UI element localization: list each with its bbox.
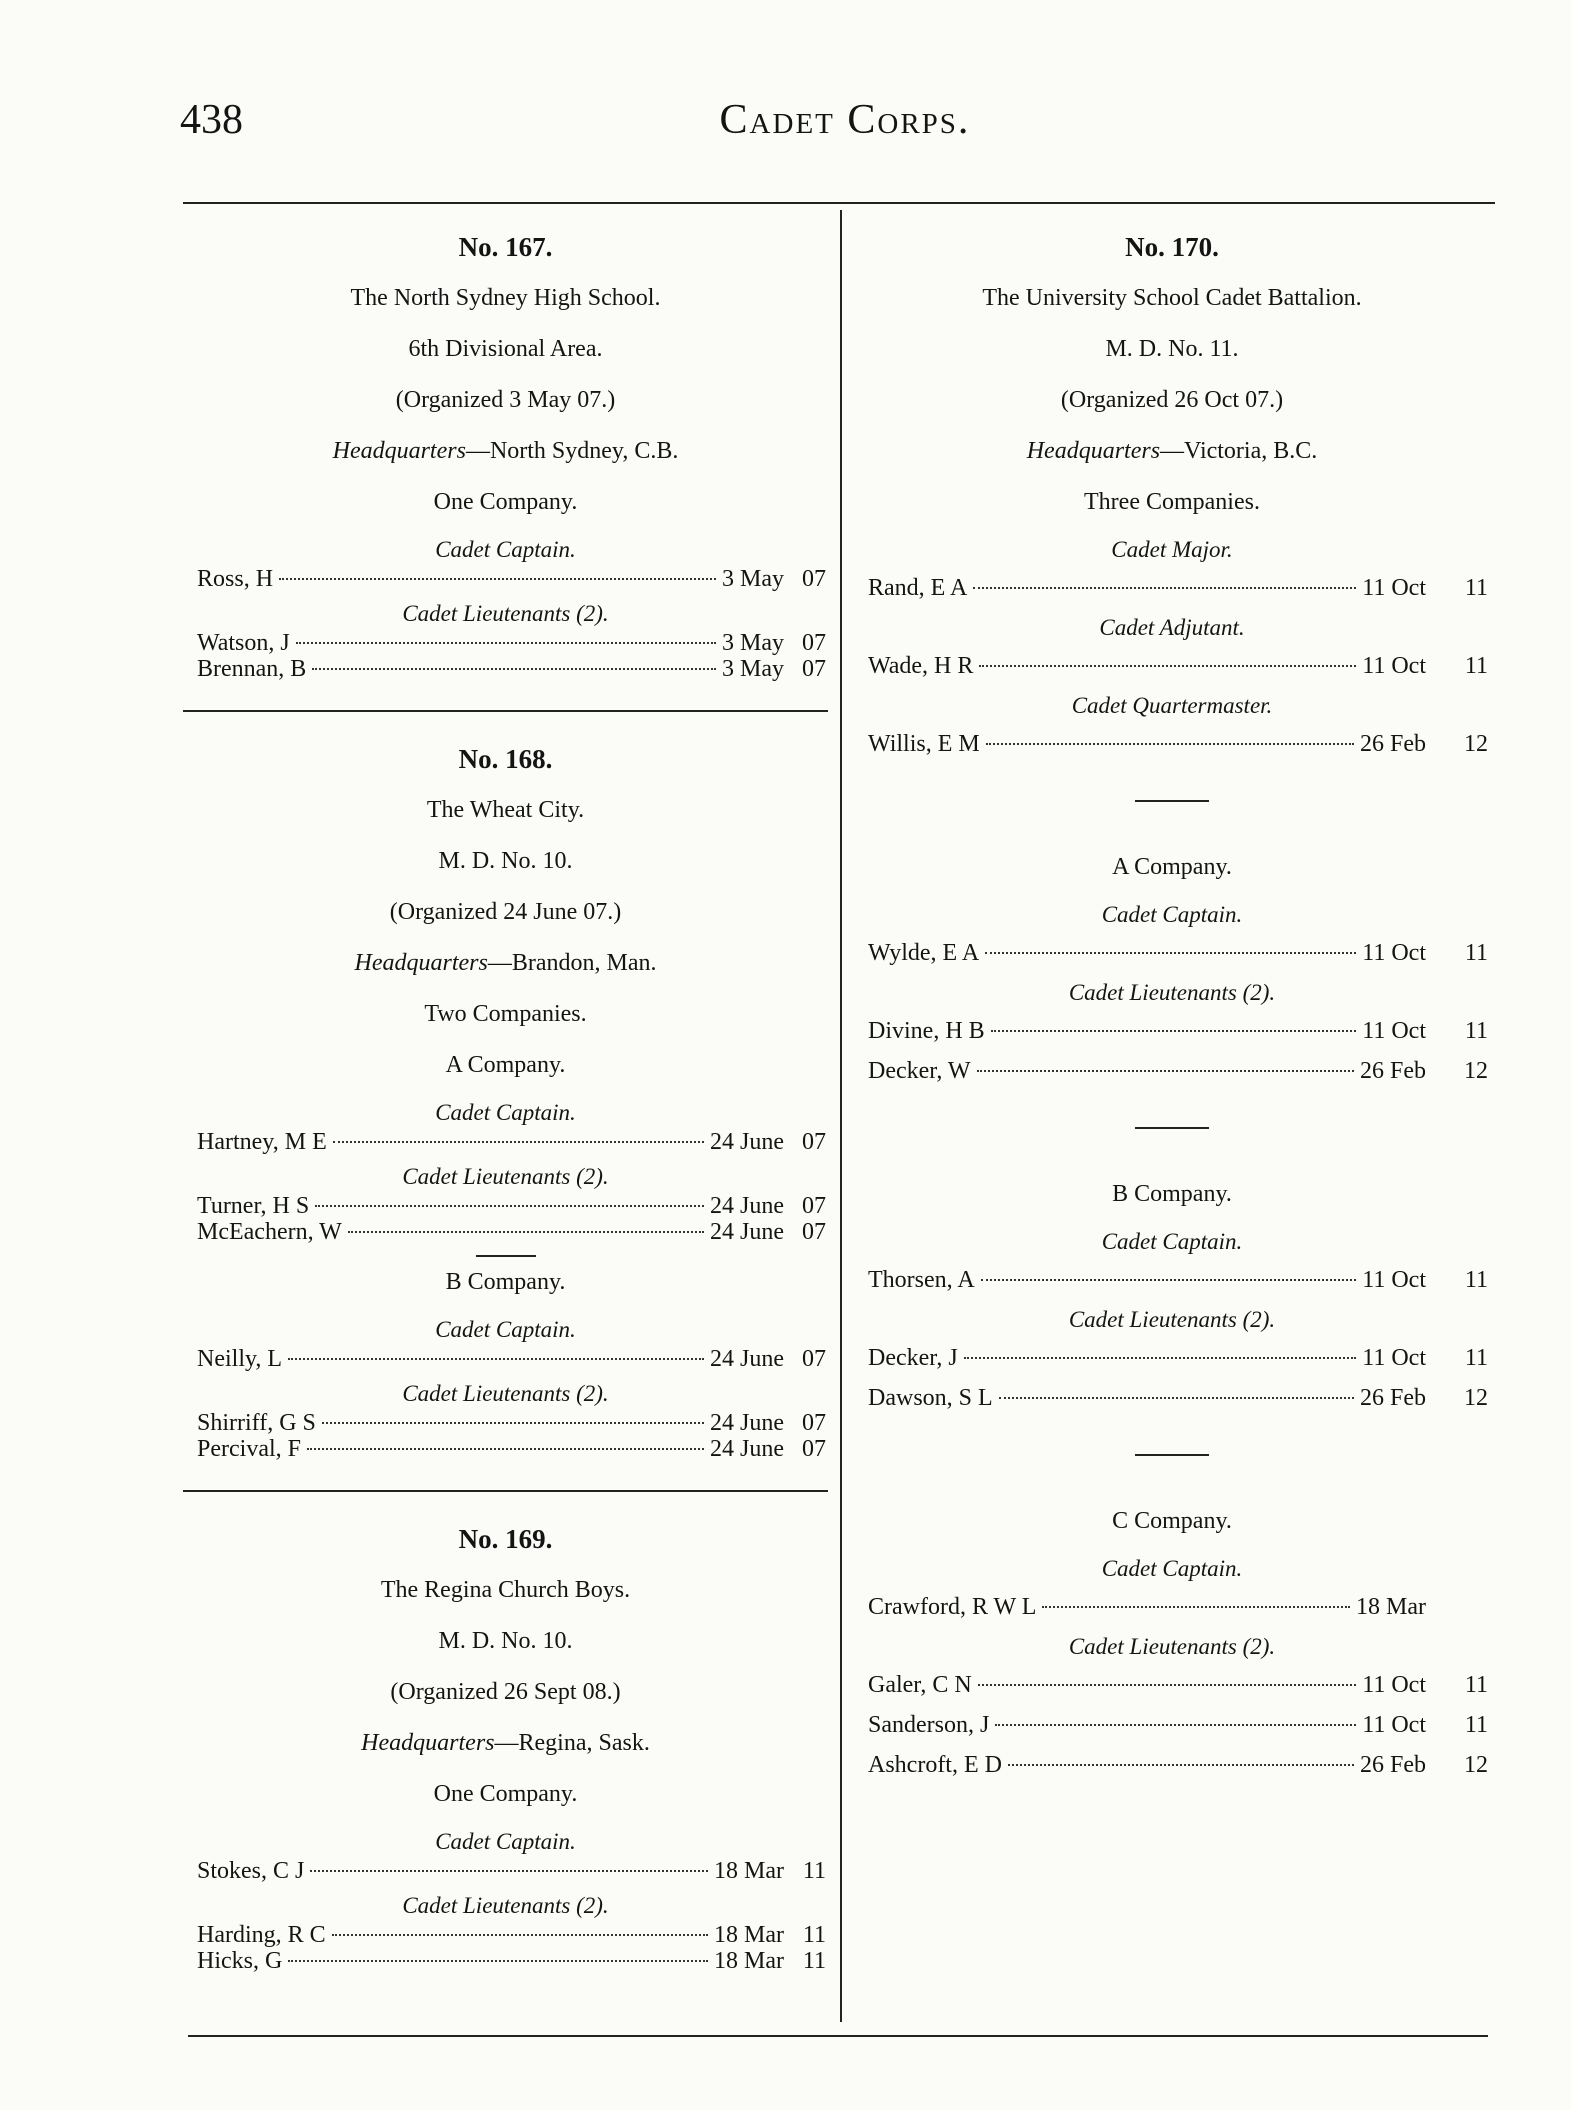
officer-name: Wade, H R — [868, 653, 974, 679]
officer-entry — [183, 1219, 828, 1245]
leader-dots — [315, 1205, 704, 1207]
role-heading: Cadet Quartermaster. — [1071, 693, 1273, 718]
role-heading: Cadet Lieutenants (2). — [402, 1893, 609, 1918]
officer-year: 07 — [802, 1436, 826, 1462]
officer-date: 11 Oct — [1362, 1712, 1426, 1738]
officer-year: 07 — [802, 1219, 826, 1245]
officer-year: 07 — [802, 566, 826, 592]
officer-year: 11 — [1464, 1345, 1488, 1371]
role-heading: Cadet Captain. — [435, 537, 576, 562]
role-heading: Cadet Lieutenants (2). — [402, 601, 609, 626]
officer-entry — [183, 1346, 828, 1372]
officer-year: 07 — [802, 1193, 826, 1219]
role-heading: Cadet Adjutant. — [1099, 615, 1245, 640]
officer-year: 12 — [1464, 1752, 1488, 1778]
unit-area: M. D. No. 10. — [438, 1628, 573, 1654]
officer-date: 11 Oct — [1362, 653, 1426, 679]
officer-date: 18 Mar — [714, 1858, 784, 1884]
leader-dots — [288, 1960, 708, 1962]
officer-year: 07 — [802, 656, 826, 682]
officer-date: 3 May — [722, 630, 784, 656]
leader-dots — [991, 1030, 1357, 1032]
officer-year: 11 — [802, 1948, 826, 1974]
officer-date: 3 May — [722, 656, 784, 682]
unit-169 — [183, 1514, 828, 1974]
leader-dots — [985, 952, 1356, 954]
officer-name: Willis, E M — [868, 731, 980, 757]
hq-place: —Brandon, Man. — [487, 950, 657, 976]
officer-entry — [854, 1262, 1490, 1298]
leader-dots — [333, 1141, 704, 1143]
leader-dots — [973, 587, 1356, 589]
role-heading: Cadet Captain. — [435, 1100, 576, 1125]
unit-organized: (Organized 26 Oct 07.) — [1060, 387, 1284, 413]
officer-year: 07 — [802, 1346, 826, 1372]
officer-name: Thorsen, A — [868, 1267, 975, 1293]
unit-headquarters — [183, 426, 828, 477]
officer-year: 07 — [802, 1129, 826, 1155]
role-heading: Cadet Lieutenants (2). — [402, 1164, 609, 1189]
leader-dots — [348, 1231, 704, 1233]
officer-year: 11 — [1464, 1672, 1488, 1698]
officer-entry — [854, 1340, 1490, 1376]
unit-167 — [183, 222, 828, 682]
officer-year: 11 — [1464, 1267, 1488, 1293]
officer-name: Hicks, G — [197, 1948, 283, 1974]
officer-entry — [854, 1013, 1490, 1049]
leader-dots — [981, 1279, 1357, 1281]
officer-year: 11 — [802, 1922, 826, 1948]
unit-headquarters — [854, 426, 1490, 477]
hq-label: Headquarters — [332, 438, 466, 464]
leader-dots — [279, 578, 716, 580]
unit-number: No. 170. — [1125, 232, 1219, 262]
company-separator — [1135, 1127, 1209, 1129]
officer-date: 11 Oct — [1362, 1267, 1426, 1293]
leader-dots — [986, 743, 1354, 745]
unit-separator — [183, 1490, 828, 1492]
left-column — [183, 222, 828, 1974]
company-separator — [1135, 1454, 1209, 1456]
company-heading: B Company. — [445, 1269, 566, 1295]
hq-label: Headquarters — [361, 1730, 495, 1756]
unit-companies: One Company. — [433, 489, 578, 515]
hq-place: —Regina, Sask. — [494, 1730, 650, 1756]
leader-dots — [332, 1934, 708, 1936]
officer-date: 18 Mar — [1356, 1594, 1426, 1620]
officer-entry — [183, 1436, 828, 1462]
officer-entry — [183, 1129, 828, 1155]
leader-dots — [307, 1448, 704, 1450]
leader-dots — [296, 642, 716, 644]
top-rule — [183, 202, 1495, 204]
officer-entry — [854, 1667, 1490, 1703]
unit-organized: (Organized 26 Sept 08.) — [390, 1679, 621, 1705]
hq-place: —Victoria, B.C. — [1160, 438, 1318, 464]
company-heading: A Company. — [1112, 854, 1232, 880]
officer-year: 11 — [1464, 653, 1488, 679]
role-heading: Cadet Captain. — [435, 1829, 576, 1854]
officer-name: Hartney, M E — [197, 1129, 327, 1155]
officer-entry — [183, 630, 828, 656]
unit-school: The North Sydney High School. — [350, 285, 661, 311]
officer-date: 18 Mar — [714, 1948, 784, 1974]
officer-entry — [854, 570, 1490, 606]
officer-name: Decker, W — [868, 1058, 971, 1084]
officer-year: 12 — [1464, 731, 1488, 757]
officer-date: 3 May — [722, 566, 784, 592]
officer-name: Shirriff, G S — [197, 1410, 316, 1436]
unit-number: No. 167. — [458, 232, 553, 262]
leader-dots — [995, 1724, 1356, 1726]
officer-entry — [183, 566, 828, 592]
unit-school: The Regina Church Boys. — [380, 1577, 631, 1603]
unit-168 — [183, 734, 828, 1462]
officer-entry — [854, 1589, 1490, 1625]
bottom-rule — [188, 2035, 1488, 2037]
officer-date: 26 Feb — [1360, 731, 1426, 757]
company-separator — [1135, 800, 1209, 802]
role-heading: Cadet Captain. — [1101, 1556, 1243, 1581]
officer-name: Wylde, E A — [868, 940, 980, 966]
officer-date: 24 June — [710, 1346, 784, 1372]
officer-name: Watson, J — [197, 630, 290, 656]
right-column — [854, 222, 1490, 1783]
officer-date: 26 Feb — [1360, 1058, 1426, 1084]
leader-dots — [322, 1422, 704, 1424]
leader-dots — [312, 668, 716, 670]
officer-name: Turner, H S — [197, 1193, 310, 1219]
officer-name: Stokes, C J — [197, 1858, 305, 1884]
leader-dots — [978, 1684, 1357, 1686]
officer-date: 11 Oct — [1362, 575, 1426, 601]
leader-dots — [310, 1870, 708, 1872]
officer-name: Galer, C N — [868, 1672, 972, 1698]
unit-school: The Wheat City. — [426, 797, 585, 823]
officer-entry — [854, 1707, 1490, 1743]
role-heading: Cadet Lieutenants (2). — [402, 1381, 609, 1406]
officer-date: 24 June — [710, 1193, 784, 1219]
officer-date: 26 Feb — [1360, 1385, 1426, 1411]
role-heading: Cadet Lieutenants (2). — [1068, 1634, 1276, 1659]
officer-date: 24 June — [710, 1129, 784, 1155]
role-heading: Cadet Lieutenants (2). — [1068, 980, 1276, 1005]
officer-date: 11 Oct — [1362, 1018, 1426, 1044]
unit-number: No. 168. — [458, 744, 553, 774]
officer-year: 11 — [802, 1858, 826, 1884]
officer-entry — [854, 1747, 1490, 1783]
officer-year: 12 — [1464, 1385, 1488, 1411]
column-divider — [840, 210, 842, 2022]
officer-entry — [183, 1922, 828, 1948]
officer-entry — [854, 726, 1490, 762]
officer-date: 11 Oct — [1362, 940, 1426, 966]
company-heading: A Company. — [445, 1052, 566, 1078]
hq-place: —North Sydney, C.B. — [465, 438, 679, 464]
officer-name: McEachern, W — [197, 1219, 342, 1245]
officer-entry — [183, 1858, 828, 1884]
officer-name: Ross, H — [197, 566, 274, 592]
page-title: Cadet Corps. — [719, 97, 971, 143]
unit-170 — [854, 222, 1490, 1783]
officer-name: Crawford, R W L — [868, 1594, 1037, 1620]
role-heading: Cadet Captain. — [1101, 1229, 1243, 1254]
role-heading: Cadet Captain. — [435, 1317, 576, 1342]
unit-separator — [183, 710, 828, 712]
officer-name: Rand, E A — [868, 575, 968, 601]
page-number: 438 — [180, 97, 243, 143]
officer-entry — [854, 1053, 1490, 1089]
officer-year: 07 — [802, 1410, 826, 1436]
officer-date: 24 June — [710, 1410, 784, 1436]
unit-number: No. 169. — [458, 1524, 553, 1554]
officer-date: 18 Mar — [714, 1922, 784, 1948]
unit-headquarters — [183, 1718, 828, 1769]
officer-date: 11 Oct — [1362, 1672, 1426, 1698]
unit-school: The University School Cadet Battalion. — [982, 285, 1362, 311]
officer-name: Ashcroft, E D — [868, 1752, 1002, 1778]
officer-name: Decker, J — [868, 1345, 958, 1371]
officer-entry — [183, 1948, 828, 1974]
hq-label: Headquarters — [354, 950, 488, 976]
leader-dots — [1042, 1606, 1350, 1608]
role-heading: Cadet Lieutenants (2). — [1068, 1307, 1276, 1332]
leader-dots — [1008, 1764, 1354, 1766]
unit-companies: Two Companies. — [424, 1001, 587, 1027]
unit-area: M. D. No. 11. — [1105, 336, 1239, 362]
unit-organized: (Organized 24 June 07.) — [389, 899, 622, 925]
company-heading: C Company. — [1112, 1508, 1232, 1534]
officer-date: 24 June — [710, 1219, 784, 1245]
role-heading: Cadet Captain. — [1101, 902, 1243, 927]
unit-headquarters — [183, 938, 828, 989]
officer-entry — [854, 935, 1490, 971]
officer-name: Harding, R C — [197, 1922, 326, 1948]
officer-name: Brennan, B — [197, 656, 307, 682]
unit-area: 6th Divisional Area. — [408, 336, 603, 362]
hq-label: Headquarters — [1026, 438, 1161, 464]
officer-name: Dawson, S L — [868, 1385, 993, 1411]
officer-entry — [183, 1410, 828, 1436]
officer-name: Sanderson, J — [868, 1712, 990, 1738]
unit-area: M. D. No. 10. — [438, 848, 573, 874]
leader-dots — [999, 1397, 1354, 1399]
leader-dots — [979, 665, 1356, 667]
officer-year: 11 — [1464, 1018, 1488, 1044]
unit-organized: (Organized 3 May 07.) — [395, 387, 616, 413]
officer-name: Neilly, L — [197, 1346, 283, 1372]
officer-entry — [183, 656, 828, 682]
officer-year: 07 — [802, 630, 826, 656]
officer-entry — [854, 1380, 1490, 1416]
unit-companies: One Company. — [433, 1781, 578, 1807]
leader-dots — [288, 1358, 704, 1360]
officer-name: Percival, F — [197, 1436, 301, 1462]
officer-date: 24 June — [710, 1436, 784, 1462]
role-heading: Cadet Major. — [1111, 537, 1233, 562]
page-header — [180, 96, 1510, 156]
officer-year: 11 — [1464, 940, 1488, 966]
company-heading: B Company. — [1112, 1181, 1232, 1207]
officer-entry — [854, 648, 1490, 684]
leader-dots — [977, 1070, 1354, 1072]
leader-dots — [964, 1357, 1357, 1359]
officer-date: 11 Oct — [1362, 1345, 1426, 1371]
officer-date: 26 Feb — [1360, 1752, 1426, 1778]
officer-year: 11 — [1464, 575, 1488, 601]
unit-companies: Three Companies. — [1084, 489, 1260, 515]
officer-year: 11 — [1464, 1712, 1488, 1738]
officer-year: 12 — [1464, 1058, 1488, 1084]
officer-name: Divine, H B — [868, 1018, 985, 1044]
officer-entry — [183, 1193, 828, 1219]
